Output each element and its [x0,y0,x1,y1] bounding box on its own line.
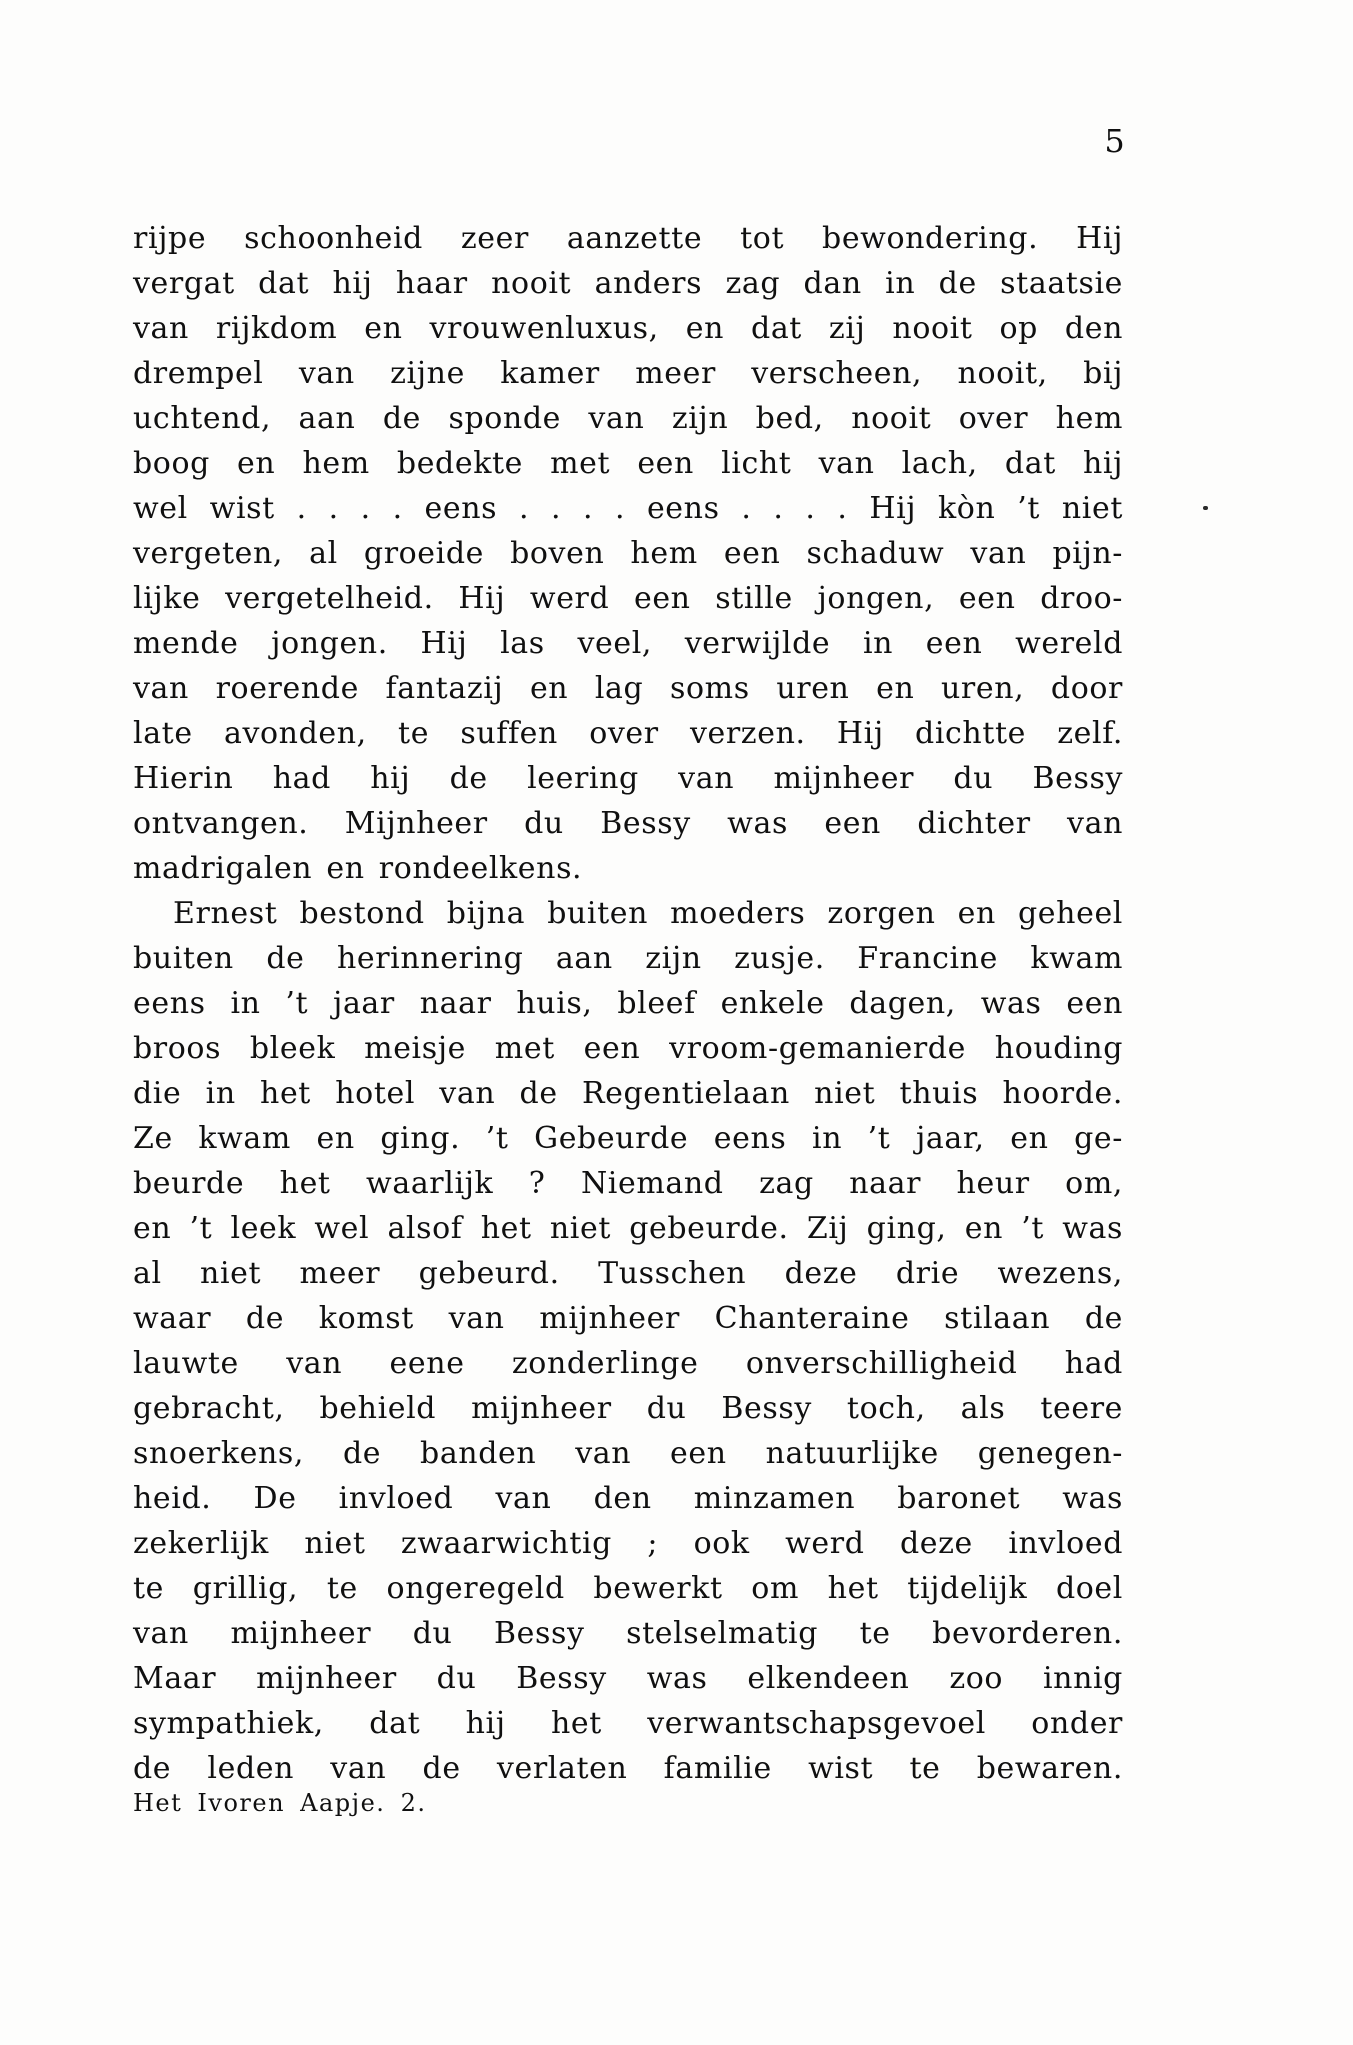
text-line: heid. De invloed van den minzamen baronet was [133,1481,1123,1516]
page-number: 5 [1104,122,1126,160]
text-line: lijke vergetelheid. Hij werd een stille jongen, een droo- [133,581,1123,616]
text-line: broos bleek meisje met een vroom-gemanierde houding [133,1031,1123,1066]
text-line: buiten de herinnering aan zijn zusje. Francine kwam [133,941,1123,976]
text-line: ontvangen. Mijnheer du Bessy was een dichter van [133,806,1123,841]
text-line: vergat dat hij haar nooit anders zag dan in de staatsie [133,266,1123,301]
text-line: die in het hotel van de Regentielaan niet thuis hoorde. [133,1076,1123,1111]
text-line: Ernest bestond bijna buiten moeders zorgen en geheel [173,896,1123,931]
text-line: rijpe schoonheid zeer aanzette tot bewondering. Hij [133,221,1123,256]
signature-footer: Het Ivoren Aapje. 2. [133,1789,427,1817]
text-line: lauwte van eene zonderlinge onverschilligheid had [133,1346,1123,1381]
text-line: boog en hem bedekte met een licht van lach, dat hij [133,446,1123,481]
text-line: uchtend, aan de sponde van zijn bed, nooit over hem [133,401,1123,436]
text-line: madrigalen en rondeelkens. [133,851,583,886]
text-line: mende jongen. Hij las veel, verwijlde in een wereld [133,626,1123,661]
text-line: drempel van zijne kamer meer verscheen, nooit, bij [133,356,1123,391]
ink-speck [1203,506,1208,510]
text-line: gebracht, behield mijnheer du Bessy toch, als teere [133,1391,1123,1426]
text-line: waar de komst van mijnheer Chanteraine stilaan de [133,1301,1123,1336]
text-line: zekerlijk niet zwaarwichtig ; ook werd deze invloed [133,1526,1123,1561]
text-line: sympathiek, dat hij het verwantschapsgevoel onder [133,1706,1123,1741]
text-line: beurde het waarlijk ? Niemand zag naar heur om, [133,1166,1123,1201]
text-line: snoerkens, de banden van een natuurlijke genegen- [133,1436,1123,1471]
text-line: van mijnheer du Bessy stelselmatig te bevorderen. [133,1616,1123,1651]
text-line: al niet meer gebeurd. Tusschen deze drie wezens, [133,1256,1123,1291]
text-line: de leden van de verlaten familie wist te bewaren. [133,1751,1123,1786]
text-line: van rijkdom en vrouwenluxus, en dat zij nooit op den [133,311,1123,346]
text-line: Hierin had hij de leering van mijnheer du Bessy [133,761,1123,796]
text-line: te grillig, te ongeregeld bewerkt om het tijdelijk doel [133,1571,1123,1606]
text-line: vergeten, al groeide boven hem een schaduw van pijn- [133,536,1123,571]
text-line: van roerende fantazij en lag soms uren en uren, door [133,671,1123,706]
text-line: wel wist . . . . eens . . . . eens . . . . Hij kòn ’t niet [133,491,1123,526]
text-line: late avonden, te suffen over verzen. Hij dichtte zelf. [133,716,1123,751]
body-text-block [133,216,1123,1791]
text-line: Maar mijnheer du Bessy was elkendeen zoo innig [133,1661,1123,1696]
text-line: eens in ’t jaar naar huis, bleef enkele dagen, was een [133,986,1123,1021]
text-line: Ze kwam en ging. ’t Gebeurde eens in ’t jaar, en ge- [133,1121,1123,1156]
text-line: en ’t leek wel alsof het niet gebeurde. Zij ging, en ’t was [133,1211,1123,1246]
